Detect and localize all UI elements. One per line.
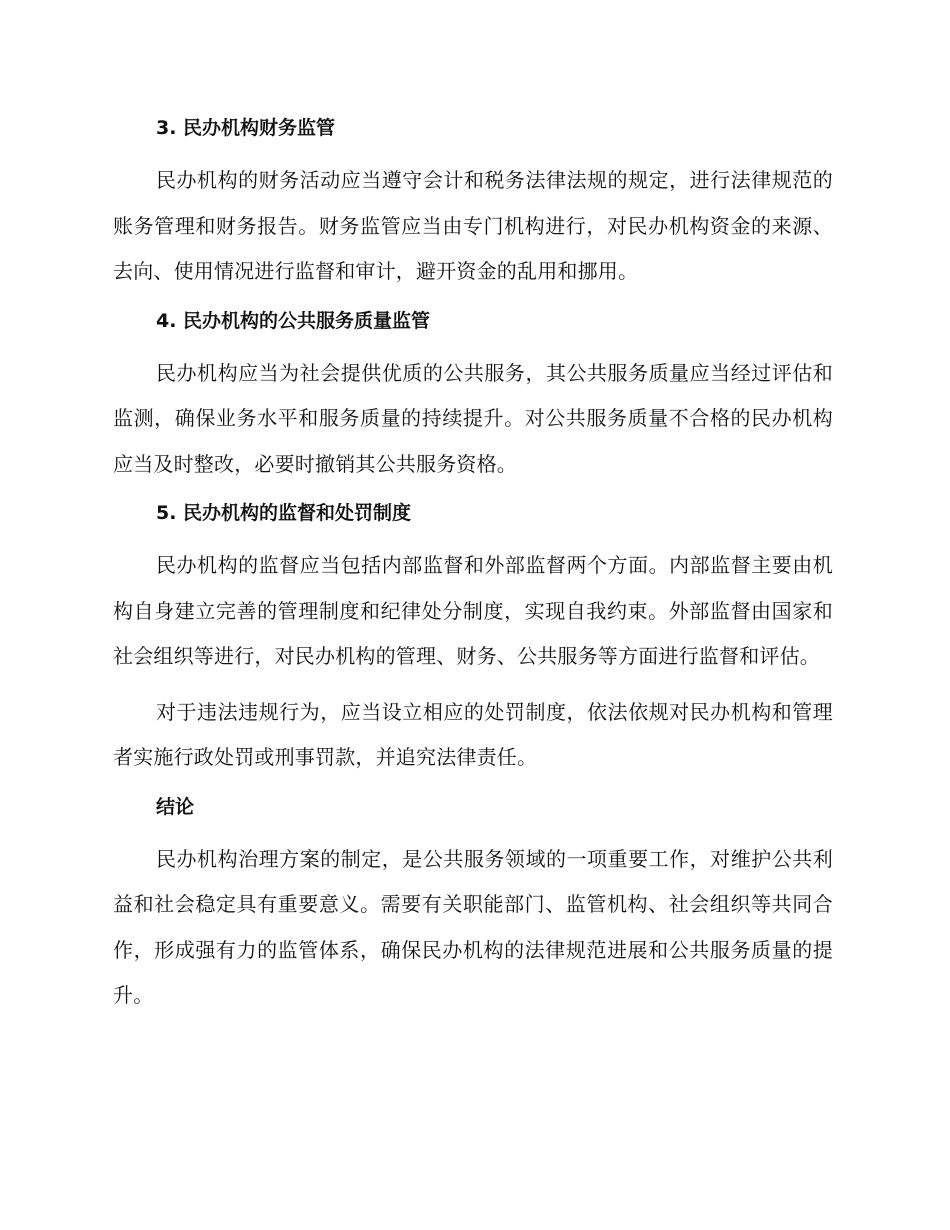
paragraph-conclusion: 民办机构治理方案的制定，是公共服务领域的一项重要工作，对维护公共利益和社会稳定具有重要意义。需要有关职能部门、监管机构、社会组织等共同合作，形成强有力的监管体系，确保民办机构的法律规范进展和公共服务质量的提升。 (113, 846, 833, 1007)
section-heading-finance: 3. 民办机构财务监管 (156, 117, 336, 139)
section-heading-service-quality: 4. 民办机构的公共服务质量监管 (156, 309, 431, 332)
document-body (113, 112, 833, 1019)
paragraph-finance: 民办机构的财务活动应当遵守会计和税务法律法规的规定，进行法律规范的账务管理和财务报告。财务监管应当由专门机构进行，对民办机构资金的来源、去向、使用情况进行监督和审计，避开资金的乱用和挪用。 (113, 168, 833, 283)
section-heading-conclusion: 结论 (156, 795, 195, 818)
paragraph-penalty: 对于违法违规行为，应当设立相应的处罚制度，依法依规对民办机构和管理者实施行政处罚或刑事罚款，并追究法律责任。 (113, 699, 833, 769)
paragraph-supervision: 民办机构的监督应当包括内部监督和外部监督两个方面。内部监督主要由机构自身建立完善的管理制度和纪律处分制度，实现自我约束。外部监督由国家和社会组织等进行，对民办机构的管理、财务、公共服务等方面进行监督和评估。 (113, 553, 833, 668)
paragraph-service-quality: 民办机构应当为社会提供优质的公共服务，其公共服务质量应当经过评估和监测，确保业务水平和服务质量的持续提升。对公共服务质量不合格的民办机构应当及时整改，必要时撤销其公共服务资格。 (113, 360, 833, 476)
section-heading-supervision: 5. 民办机构的监督和处罚制度 (156, 502, 412, 524)
